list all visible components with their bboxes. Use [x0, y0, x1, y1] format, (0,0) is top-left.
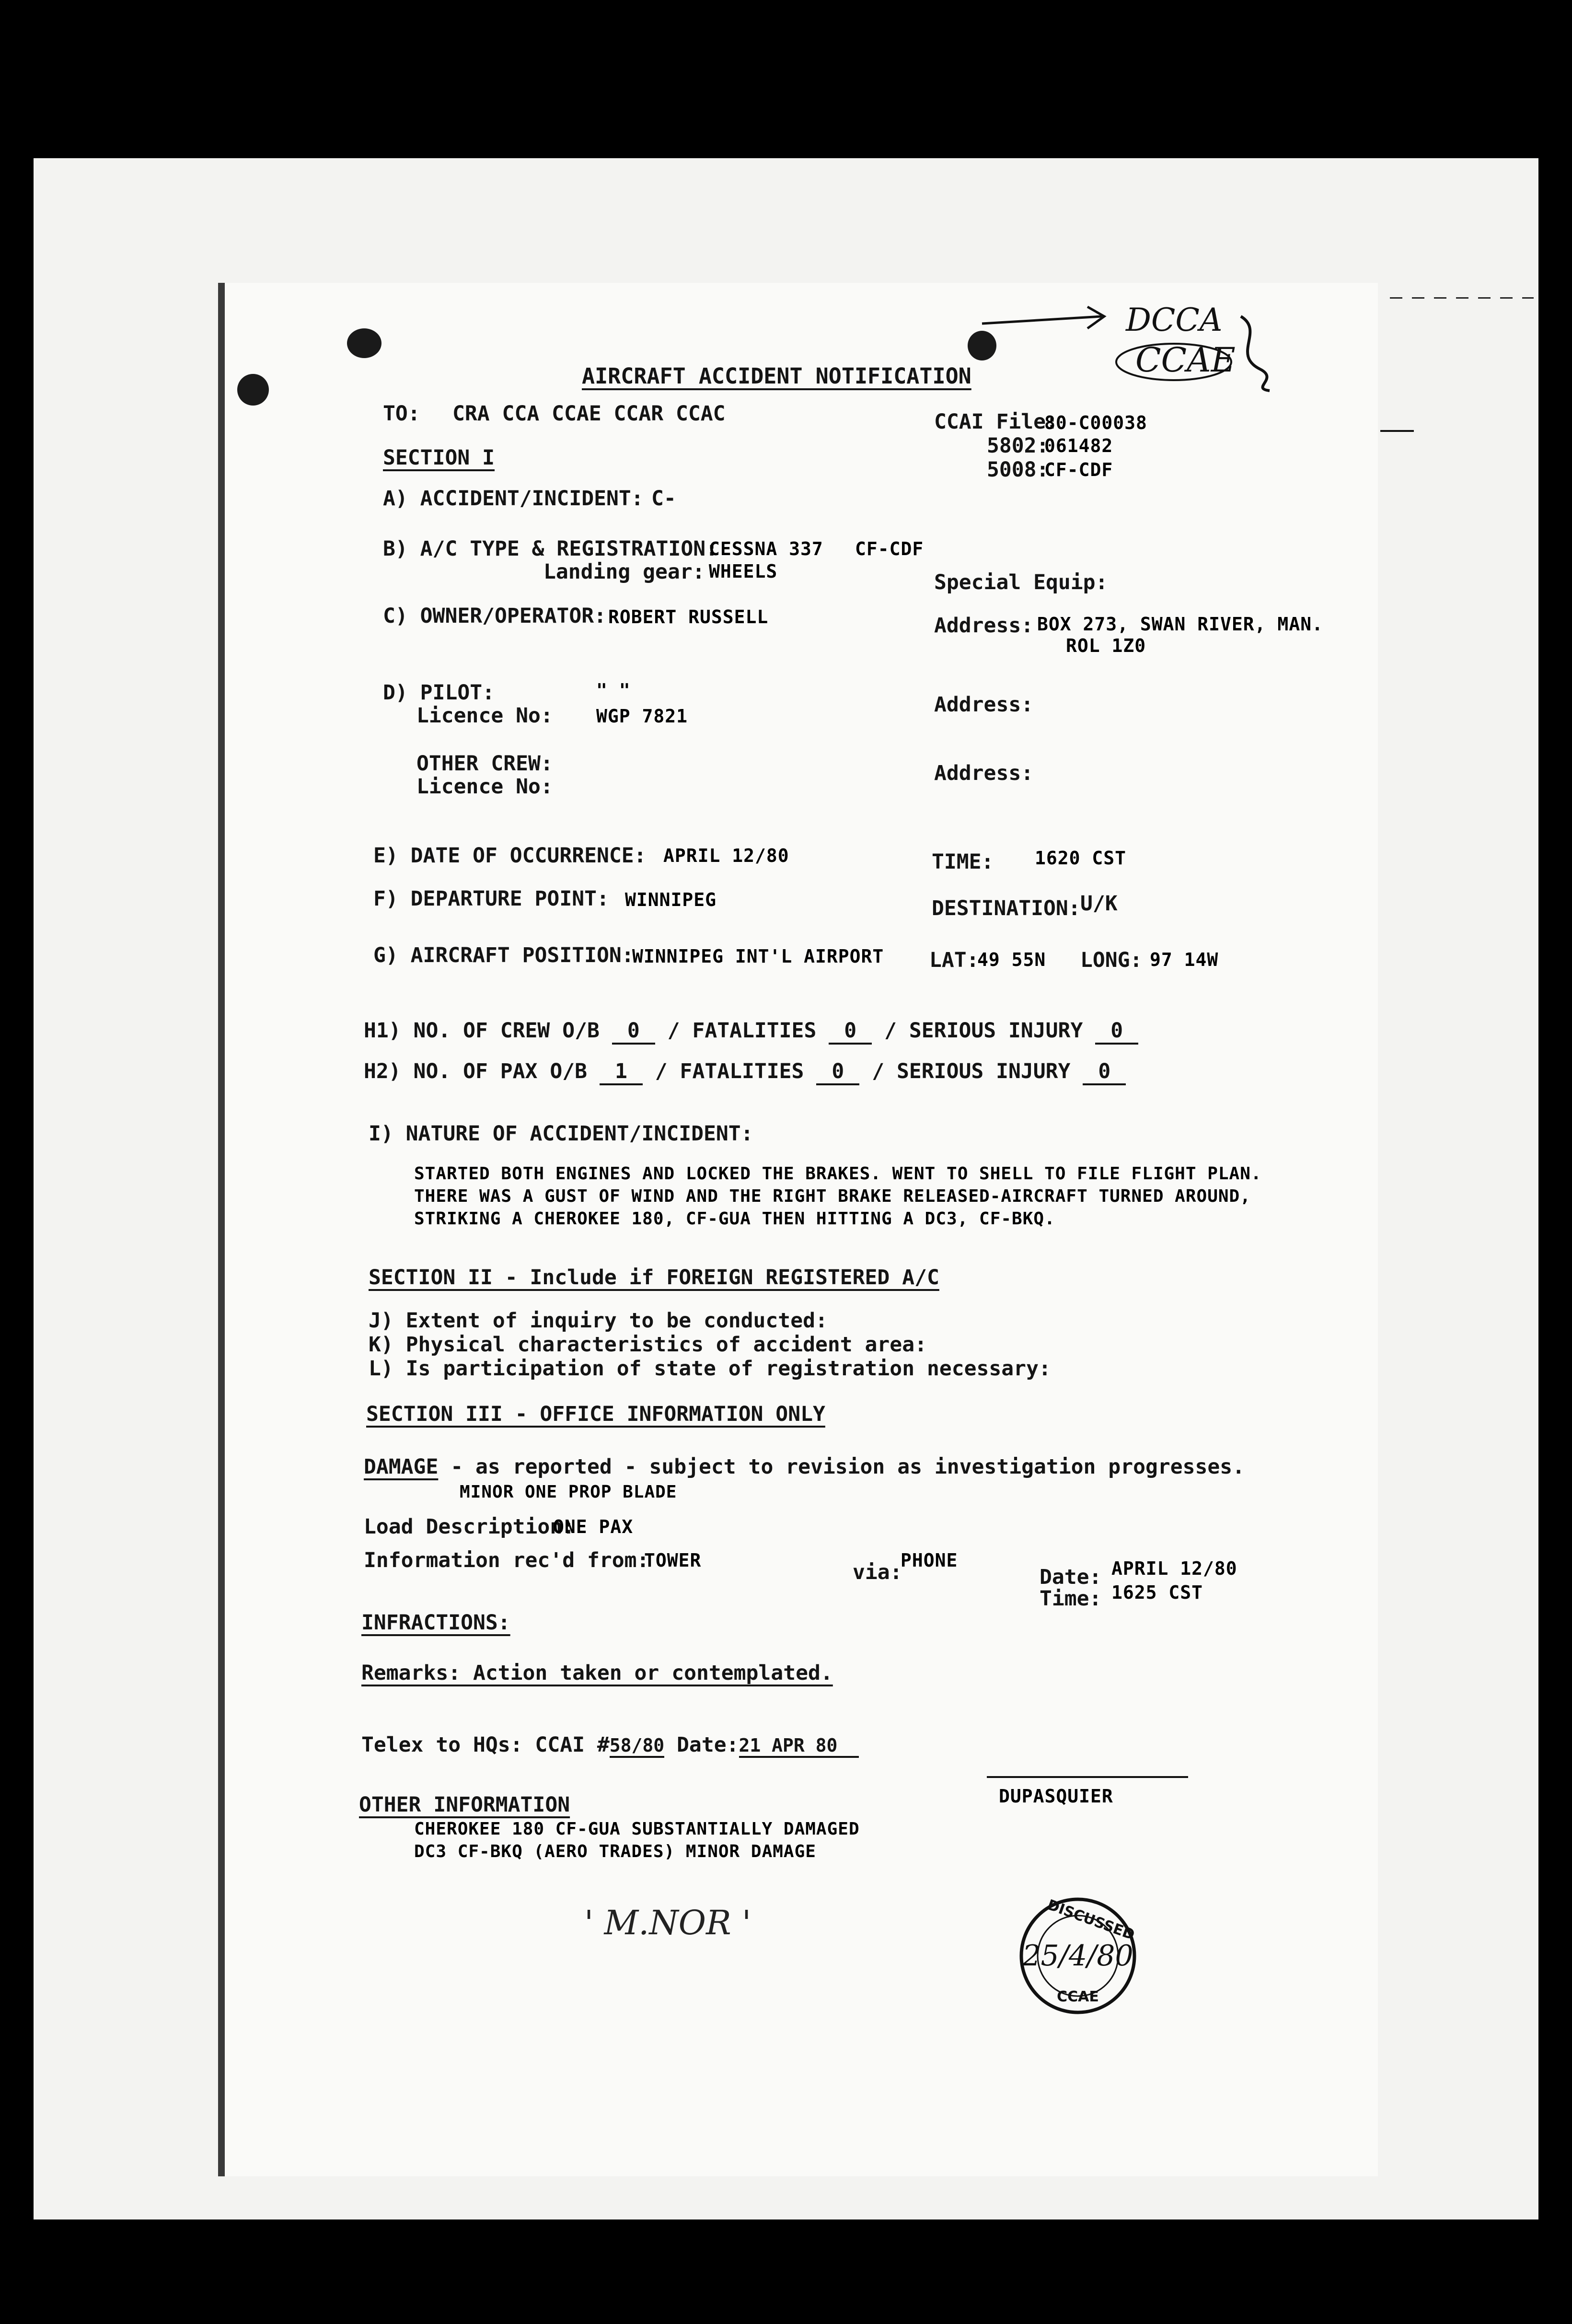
remarks-label: Remarks: Action taken or contemplated.: [361, 1661, 833, 1685]
to-label: TO:: [383, 402, 420, 426]
destination-value: U/K: [1080, 892, 1118, 916]
other-information-line-2: DC3 CF-BKQ (AERO TRADES) MINOR DAMAGE: [414, 1842, 816, 1861]
other-crew-address-label: Address:: [934, 761, 1034, 785]
page-title: AIRCRAFT ACCIDENT NOTIFICATION: [582, 363, 971, 389]
accident-incident-value: C-: [651, 487, 676, 511]
load-description-label: Load Description:: [364, 1515, 575, 1539]
routing-scribble: [972, 288, 1308, 393]
pax-serious-label: / SERIOUS INJURY: [872, 1059, 1071, 1083]
pax-count-value: 1: [600, 1059, 643, 1085]
pax-fatalities-label: / FATALITIES: [655, 1059, 804, 1083]
landing-gear-label: Landing gear:: [543, 560, 705, 584]
damage-row: [364, 1455, 1245, 1479]
right-margin-dashes: [1390, 297, 1534, 299]
landing-gear-value: WHEELS: [709, 561, 778, 582]
crew-count-row: [364, 1019, 1138, 1045]
info-received-label: Information rec'd from:: [364, 1548, 649, 1572]
other-information-line-1: CHEROKEE 180 CF-GUA SUBSTANTIALLY DAMAGED: [414, 1819, 860, 1839]
pilot-label: D) PILOT:: [383, 681, 495, 705]
crew-count-label: H1) NO. OF CREW O/B: [364, 1019, 600, 1043]
code-5802-value: 061482: [1044, 435, 1113, 456]
pax-count-label: H2) NO. OF PAX O/B: [364, 1059, 587, 1083]
aircraft-position-value: WINNIPEG INT'L AIRPORT: [632, 946, 884, 967]
date-of-occurrence-label: E) DATE OF OCCURRENCE:: [373, 844, 647, 868]
telex-value: 58/80: [610, 1735, 664, 1758]
aircraft-position-label: G) AIRCRAFT POSITION:: [373, 943, 634, 967]
ccai-file-label: CCAI File:: [934, 410, 1058, 434]
info-time-label: Time:: [1040, 1587, 1102, 1611]
telex-date-value: 21 APR 80: [739, 1735, 859, 1758]
right-margin-arrow: [1380, 430, 1414, 432]
section-1-heading: SECTION I: [383, 446, 495, 470]
via-value: PHONE: [901, 1550, 958, 1571]
lat-value: 49 55N: [977, 949, 1046, 970]
lat-label: LAT:: [929, 948, 979, 972]
other-information-label: OTHER INFORMATION: [359, 1793, 570, 1817]
info-time-value: 1625 CST: [1111, 1582, 1203, 1603]
pilot-value: " ": [596, 680, 631, 701]
discussed-stamp: [1016, 1894, 1140, 2018]
svg-text:CCAE: CCAE: [1135, 340, 1236, 380]
nature-line-1: STARTED BOTH ENGINES AND LOCKED THE BRAKES. WENT TO SHELL TO FILE FLIGHT PLAN.: [414, 1164, 1262, 1184]
owner-operator-label: C) OWNER/OPERATOR:: [383, 604, 606, 628]
load-description-value: ONE PAX: [553, 1516, 634, 1537]
owner-address-line-2: ROL 1Z0: [1066, 635, 1146, 656]
info-date-value: APRIL 12/80: [1111, 1558, 1237, 1579]
crew-serious-label: / SERIOUS INJURY: [884, 1019, 1083, 1043]
telex-date-label: Date:: [677, 1733, 739, 1757]
handwritten-note: ' M.NOR ': [584, 1903, 751, 1942]
time-label: TIME:: [932, 850, 994, 874]
form-sheet: [218, 283, 1378, 2176]
svg-text:25/4/80: 25/4/80: [1022, 1939, 1133, 1973]
punch-hole: [237, 374, 269, 406]
to-value: CRA CCA CCAE CCAR CCAC: [452, 402, 726, 426]
telex-row: [361, 1733, 859, 1758]
damage-value: MINOR ONE PROP BLADE: [460, 1482, 677, 1502]
other-crew-label: OTHER CREW:: [416, 752, 553, 776]
nature-line-3: STRIKING A CHEROKEE 180, CF-GUA THEN HITTING A DC3, CF-BKQ.: [414, 1209, 1055, 1229]
destination-label: DESTINATION:: [932, 896, 1081, 920]
licence-value: WGP 7821: [596, 706, 688, 727]
code-5008-value: CF-CDF: [1044, 459, 1113, 480]
owner-address-label: Address:: [934, 614, 1034, 638]
telex-label: Telex to HQs: CCAI #: [361, 1733, 610, 1757]
pax-count-row: [364, 1059, 1126, 1085]
licence-label: Licence No:: [416, 704, 553, 728]
via-label: via:: [853, 1560, 902, 1584]
svg-text:DCCA: DCCA: [1126, 302, 1223, 338]
crew-count-value: 0: [612, 1019, 655, 1045]
nature-line-2: THERE WAS A GUST OF WIND AND THE RIGHT BRAKE RELEASED-AIRCRAFT TURNED AROUND,: [414, 1186, 1251, 1206]
ccai-file-value: 80-C00038: [1044, 412, 1147, 433]
crew-fatalities-value: 0: [829, 1019, 872, 1045]
physical-characteristics-label: K) Physical characteristics of accident area:: [369, 1333, 927, 1357]
crew-fatalities-label: / FATALITIES: [667, 1019, 817, 1043]
departure-point-label: F) DEPARTURE POINT:: [373, 887, 609, 911]
pax-fatalities-value: 0: [816, 1059, 859, 1085]
ac-type-value: CESSNA 337: [709, 538, 823, 559]
section-2-heading: SECTION II - Include if FOREIGN REGISTERED A/C: [369, 1266, 939, 1290]
section-3-heading: SECTION III - OFFICE INFORMATION ONLY: [366, 1402, 825, 1426]
signature-line: [987, 1776, 1188, 1778]
time-value: 1620 CST: [1035, 848, 1127, 869]
info-date-label: Date:: [1040, 1565, 1102, 1589]
signer-name: DUPASQUIER: [999, 1786, 1113, 1807]
long-value: 97 14W: [1150, 949, 1219, 970]
damage-label: DAMAGE: [364, 1455, 439, 1479]
info-received-value: TOWER: [644, 1550, 702, 1571]
special-equip-label: Special Equip:: [934, 570, 1108, 594]
long-label: LONG:: [1080, 948, 1143, 972]
owner-operator-value: ROBERT RUSSELL: [608, 606, 769, 627]
ac-registration-value: CF-CDF: [855, 538, 924, 559]
state-participation-label: L) Is participation of state of registration necessary:: [369, 1357, 1051, 1381]
punch-hole: [347, 328, 381, 358]
crew-serious-value: 0: [1095, 1019, 1138, 1045]
owner-address-line-1: BOX 273, SWAN RIVER, MAN.: [1037, 614, 1323, 635]
date-of-occurrence-value: APRIL 12/80: [663, 845, 789, 866]
inquiry-extent-label: J) Extent of inquiry to be conducted:: [369, 1309, 828, 1333]
accident-incident-label: A) ACCIDENT/INCIDENT:: [383, 487, 644, 511]
code-5008-label: 5008:: [987, 458, 1049, 482]
svg-text:CCAE: CCAE: [1057, 1988, 1099, 2005]
ac-type-label: B) A/C TYPE & REGISTRATION:: [383, 537, 718, 561]
code-5802-label: 5802:: [987, 434, 1049, 458]
departure-point-value: WINNIPEG: [625, 889, 717, 910]
nature-label: I) NATURE OF ACCIDENT/INCIDENT:: [369, 1122, 753, 1146]
pilot-address-label: Address:: [934, 693, 1034, 717]
infractions-label: INFRACTIONS:: [361, 1611, 510, 1635]
damage-description: - as reported - subject to revision as investigation progresses.: [451, 1455, 1245, 1479]
svg-text:DISCUSSED: DISCUSSED: [1045, 1896, 1137, 1944]
pax-serious-value: 0: [1083, 1059, 1126, 1085]
other-crew-licence-label: Licence No:: [416, 775, 553, 799]
